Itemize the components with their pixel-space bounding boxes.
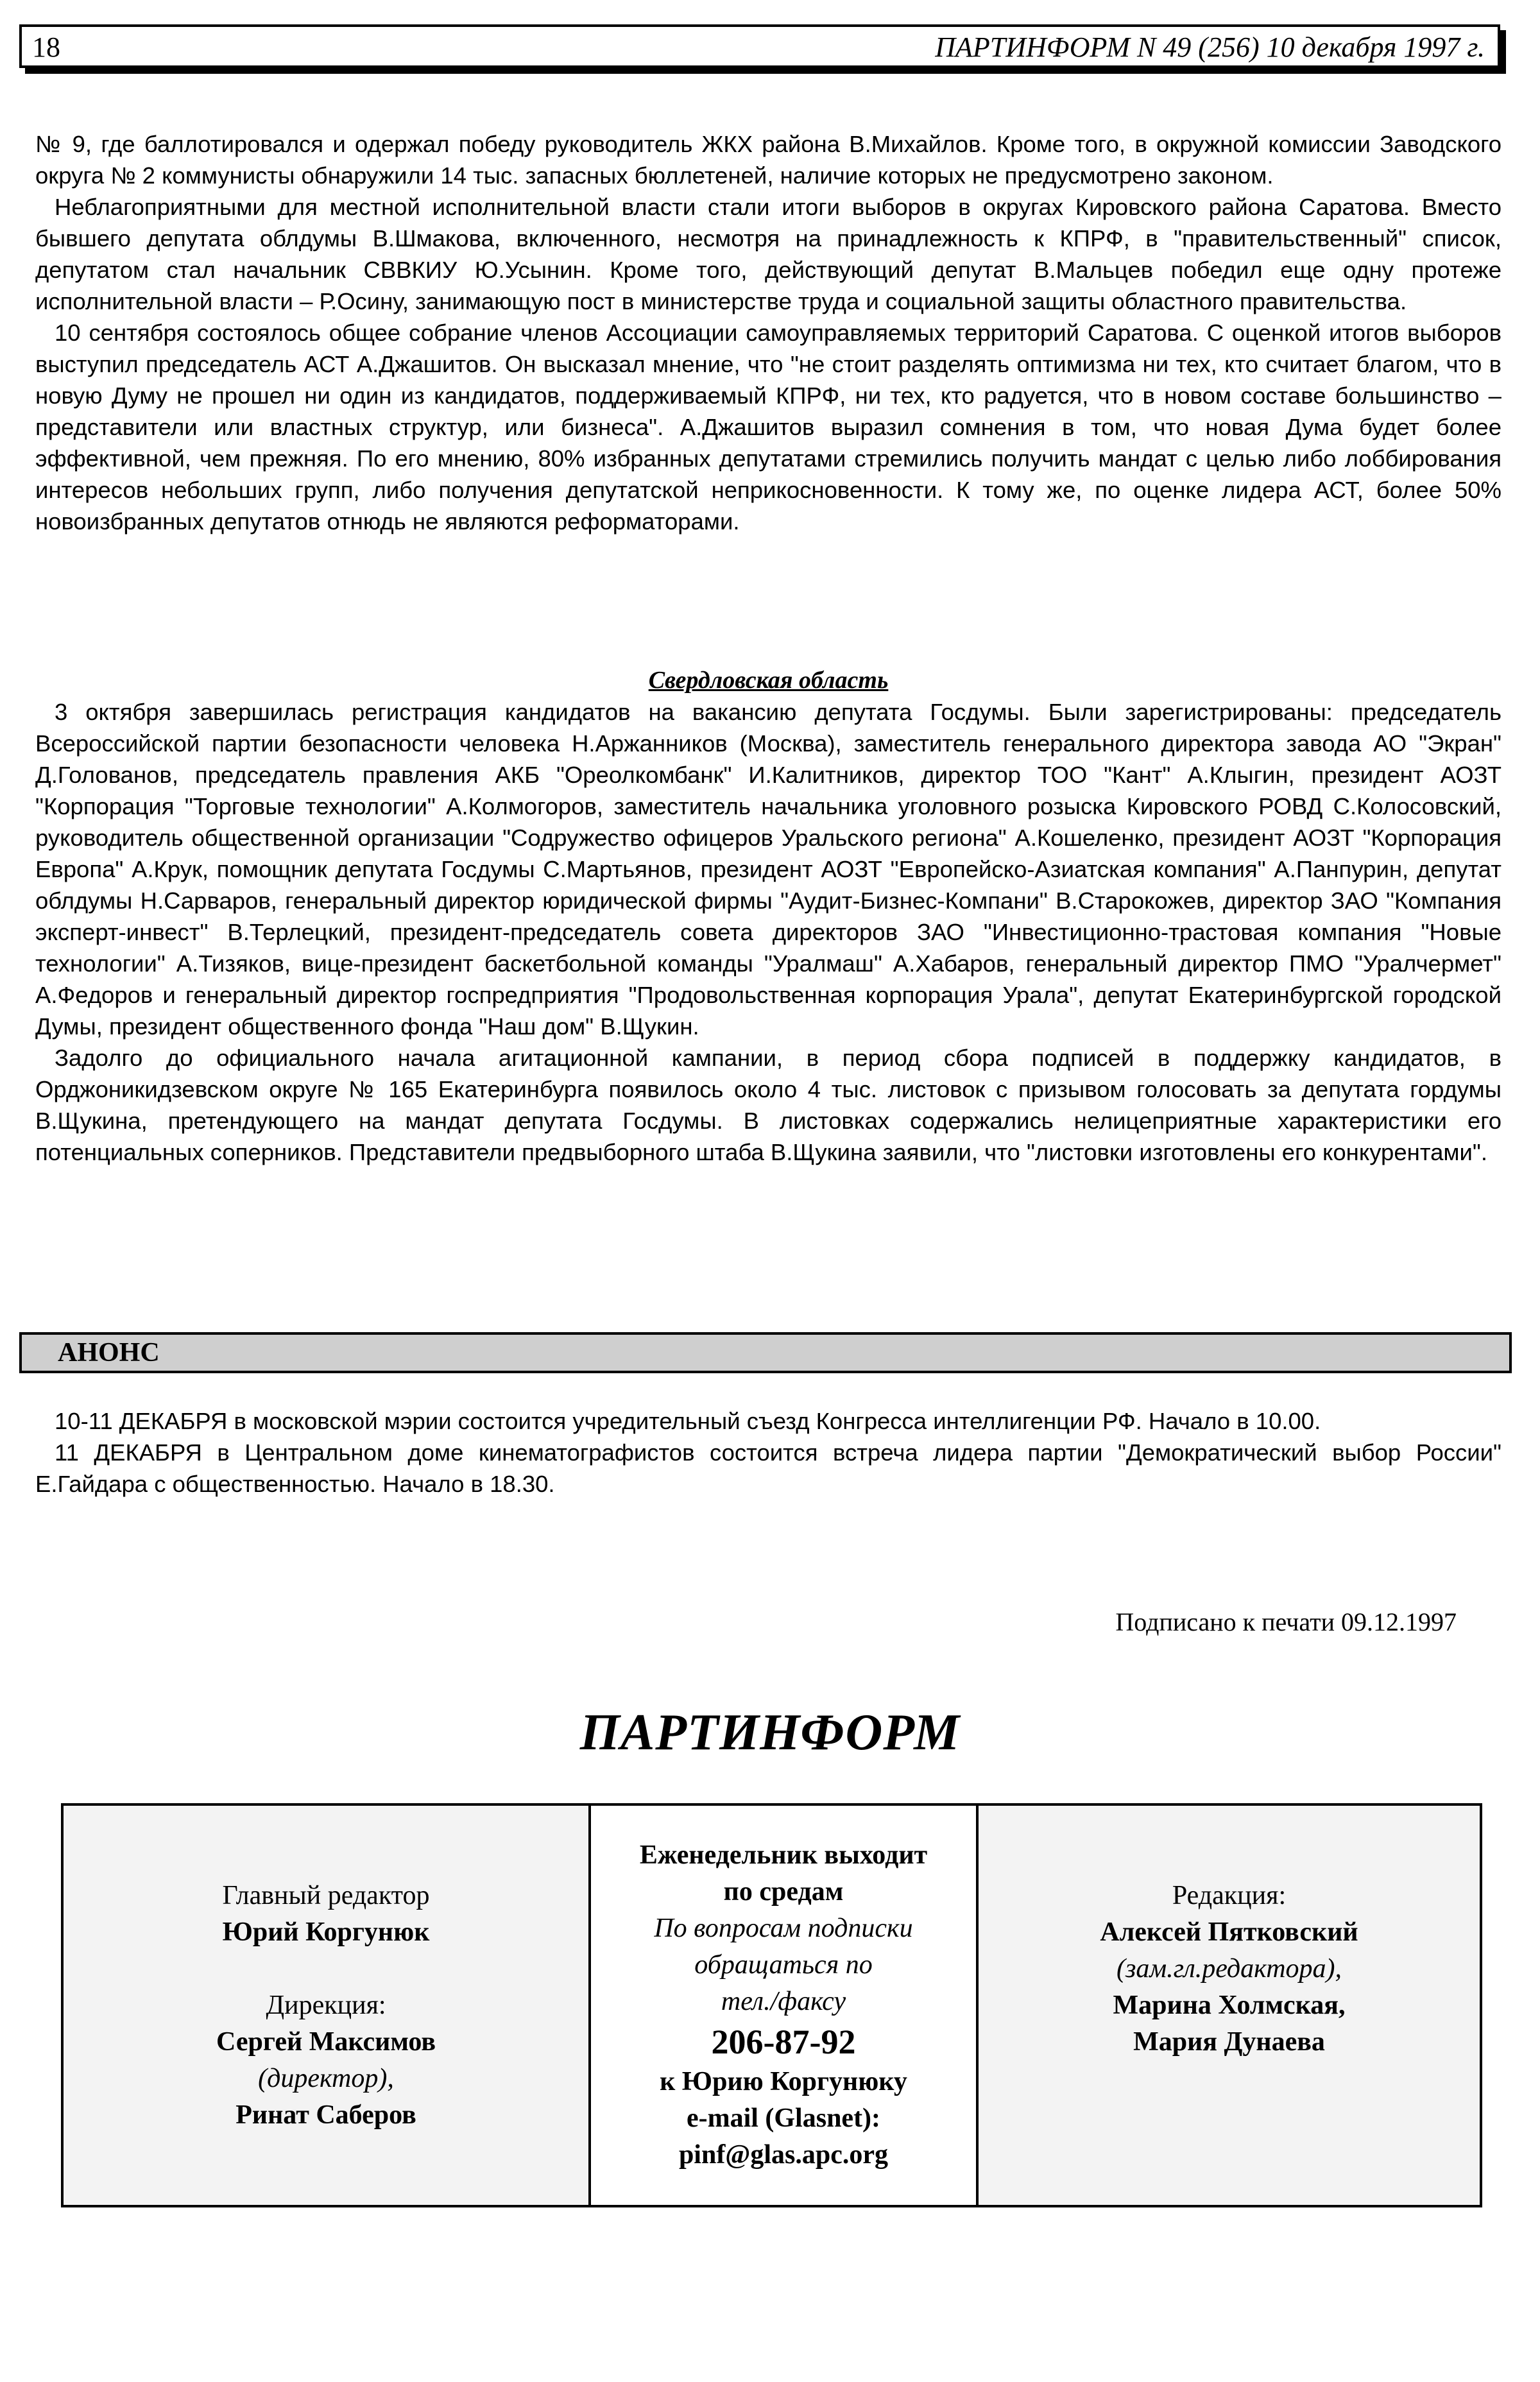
page-number: 18: [32, 31, 60, 63]
imprint-staff: [979, 1806, 1480, 2205]
subscription-line: обращаться по: [694, 1950, 873, 1980]
section-heading: Свердловская область: [648, 667, 889, 694]
article-paragraph: 10 сентября состоялось общее собрание членов Ассоциации самоуправляемых территорий Саратова. С оценкой итогов выборов выступил председатель АСТ А.Джашитов. Он высказал мнение, что "не стоит разделять оптимизма ни тех, кто считает благом, что в новую Думу не прошел ни один из кандидатов, поддерживаемый КПРФ, ни тех, кто радуется, что в новом составе большинство – представители или властных структур, или бизнеса". А.Джашитов выразил сомнения в том, что новая Дума будет более эффективной, чем прежняя. По его мнению, 80% избранных депутатами стремились получить мандат с целью либо лоббирования интересов небольших групп, либо получения депутатской неприкосновенности. К тому же, по оценке лидера АСТ, более 50% новоизбранных депутатов отнюдь не являются реформаторами.: [35, 320, 1502, 535]
staff-role: (зам.гл.редактора),: [1116, 1953, 1342, 1984]
article-body: [35, 128, 1502, 537]
editor-name: Юрий Коргунюк: [222, 1917, 430, 1947]
announcement-title: АНОНС: [58, 1338, 160, 1367]
announcement-paragraph: 10-11 ДЕКАБРЯ в московской мэрии состоится учредительный съезд Конгресса интеллигенции РФ. Начало в 10.00.: [55, 1408, 1321, 1434]
section-paragraph: Задолго до официального начала агитационной кампании, в период сбора подписей в поддержку кандидатов, в Орджоникидзевском округе № 165 Екатеринбурга появилось около 4 тыс. листовок с призывом голосовать за депутата гордумы В.Щукина, претендующего на мандат депутата Госдумы. В листовках содержались нелицеприятные характеристики его потенциальных соперников. Представители предвыборного штаба В.Щукина заявили, что "листовки изготовлены его конкурентами".: [35, 1045, 1502, 1165]
imprint-editorial: [64, 1806, 591, 2205]
staff-name: Марина Холмская,: [1113, 1990, 1346, 2020]
email-address: pinf@glas.apc.org: [678, 2140, 889, 2170]
direction-label: Дирекция:: [266, 1990, 386, 2020]
imprint-box: [61, 1803, 1482, 2207]
editor-label: Главный редактор: [222, 1880, 430, 1910]
masthead-title: ПАРТИНФОРМ: [579, 1704, 961, 1761]
weekly-day: по средам: [723, 1877, 844, 1906]
weekly-line: Еженедельник выходит: [639, 1840, 928, 1870]
page-header: [19, 24, 1500, 68]
staff-name: Алексей Пятковский: [1100, 1917, 1358, 1947]
issue-line: ПАРТИНФОРМ N 49 (256) 10 декабря 1997 г.: [935, 31, 1485, 63]
director-name: Сергей Максимов: [216, 2026, 436, 2057]
article-paragraph: Неблагоприятными для местной исполнительной власти стали итоги выборов в округах Кировского района Саратова. Вместо бывшего депутата облдумы В.Шмакова, включенного, несмотря на принадлежность к КПРФ, в "правительственный" список, депутатом стал начальник СВВКИУ Ю.Усынин. Кроме того, действующий депутат В.Мальцев победил еще одну протеже исполнительной власти – Р.Осину, занимающую пост в министерстве труда и социальной защиты областного правительства.: [35, 194, 1502, 314]
section-paragraph: 3 октября завершилась регистрация кандидатов на вакансию депутата Госдумы. Были зарегистрированы: председатель Всероссийской партии безопасности человека Н.Аржанников (Москва), заместитель генерального директора завода АО "Экран" Д.Голованов, председатель правления АКБ "Ореолкомбанк" И.Калитников, директор ТОО "Кант" А.Клыгин, президент АОЗТ "Корпорация "Торговые технологии" А.Колмогоров, заместитель начальника уголовного розыска Кировского РОВД С.Колосовский, руководитель общественной организации "Содружество офицеров Уральского региона" А.Кошеленко, президент АОЗТ "Корпорация Европа" А.Крук, помощник депутата Госдумы С.Мартьянов, президент АОЗТ "Европейско-Азиатская компания" А.Панпурин, депутат облдумы Н.Сарваров, генеральный директор юридической фирмы "Аудит-Бизнес-Компани" В.Старокожев, директор ЗАО "Компания эксперт-инвест" В.Терлецкий, президент-председатель совета директоров ЗАО "Инвестиционно-трастовая компания "Новые технологии" А.Тизяков, вице-президент баскетбольной команды "Уралмаш" А.Хабаров, генеральный директор ПМО "Уралчермет" А.Федоров и генеральный директор госпредприятия "Продовольственная корпорация Урала", депутат Екатеринбургской городской Думы, президент общественного фонда "Наш дом" В.Щукин.: [35, 699, 1502, 1040]
staff-name: Мария Дунаева: [1133, 2026, 1325, 2057]
director-role: (директор),: [258, 2063, 394, 2093]
imprint-subscription: [591, 1806, 979, 2205]
email-label: e-mail (Glasnet):: [686, 2104, 881, 2133]
announcement-bar: [19, 1332, 1512, 1373]
phone-number: 206-87-92: [711, 2023, 856, 2061]
subscription-line: тел./факсу: [721, 1987, 846, 2016]
contact-person: к Юрию Коргунюку: [660, 2067, 907, 2096]
subscription-line: По вопросам подписки: [654, 1914, 913, 1943]
announcement-body: [35, 1405, 1502, 1500]
signed-to-print: Подписано к печати 09.12.1997: [1115, 1607, 1457, 1636]
second-director-name: Ринат Саберов: [235, 2100, 416, 2130]
region-section: [35, 665, 1502, 1168]
announcement-paragraph: 11 ДЕКАБРЯ в Центральном доме кинематографистов состоится встреча лидера партии "Демократический выбор России" Е.Гайдара с общественностью. Начало в 18.30.: [35, 1439, 1502, 1497]
staff-label: Редакция:: [1172, 1880, 1287, 1910]
article-paragraph: № 9, где баллотировался и одержал победу руководитель ЖКХ района В.Михайлов. Кроме того, в окружной комиссии Заводского округа № 2 коммунисты обнаружили 14 тыс. запасных бюллетеней, наличие которых не предусмотрено законом.: [35, 131, 1502, 189]
